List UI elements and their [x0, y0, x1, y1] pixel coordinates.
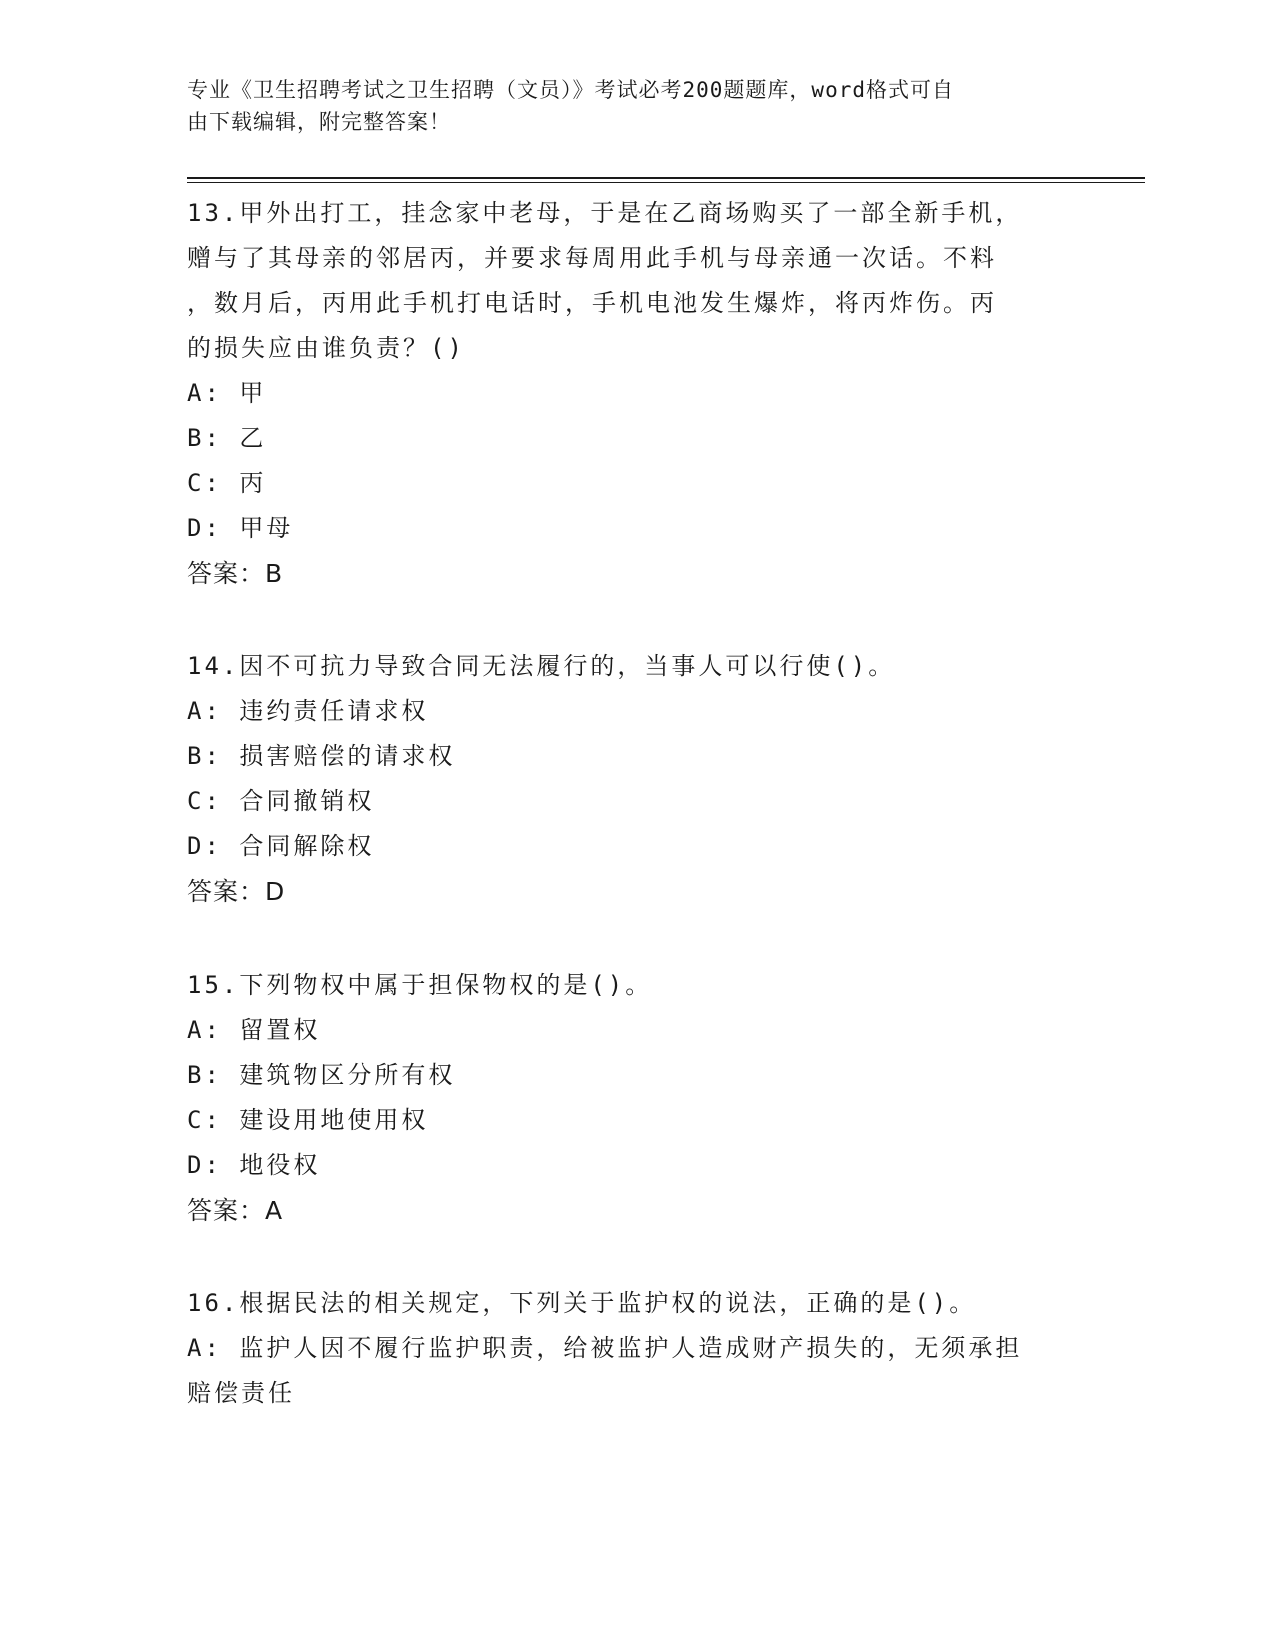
answer-line: 答案：B	[187, 559, 284, 588]
question-stem-line: 16.根据民法的相关规定，下列关于监护权的说法，正确的是()。	[187, 1289, 977, 1317]
option-d: D: 合同解除权	[187, 832, 375, 860]
option-d: D: 甲母	[187, 514, 294, 542]
question-15	[187, 963, 1087, 1233]
question-stem-line: ，数月后，丙用此手机打电话时，手机电池发生爆炸，将丙炸伤。丙	[187, 289, 997, 317]
question-stem-line: 的损失应由谁负责？()	[187, 334, 465, 362]
option-a: A: 留置权	[187, 1016, 321, 1044]
option-a: A: 违约责任请求权	[187, 697, 429, 725]
question-stem-line: 13.甲外出打工，挂念家中老母，于是在乙商场购买了一部全新手机，	[187, 199, 1023, 227]
option-c: C: 合同撤销权	[187, 787, 375, 815]
option-d: D: 地役权	[187, 1151, 321, 1179]
header-divider-thin	[187, 182, 1145, 183]
answer-line: 答案：D	[187, 877, 286, 906]
option-c: C: 丙	[187, 469, 267, 497]
option-a: A: 监护人因不履行监护职责，给被监护人造成财产损失的，无须承担	[187, 1334, 1023, 1362]
document-header	[187, 74, 1067, 138]
question-stem-line: 15.下列物权中属于担保物权的是()。	[187, 971, 653, 999]
answer-line: 答案：A	[187, 1196, 284, 1225]
option-a: A: 甲	[187, 379, 267, 407]
question-14	[187, 644, 1087, 914]
option-c: C: 建设用地使用权	[187, 1106, 429, 1134]
option-b: B: 乙	[187, 424, 267, 452]
question-13	[187, 191, 1087, 596]
header-line-1: 专业《卫生招聘考试之卫生招聘（文员）》考试必考200题题库，word格式可自	[187, 78, 954, 102]
header-line-2: 由下载编辑，附完整答案！	[187, 110, 451, 134]
question-stem-line: 14.因不可抗力导致合同无法履行的，当事人可以行使()。	[187, 652, 896, 680]
header-divider-thick	[187, 177, 1145, 179]
question-16	[187, 1281, 1087, 1416]
option-a-continued: 赔偿责任	[187, 1379, 295, 1407]
option-b: B: 损害赔偿的请求权	[187, 742, 456, 770]
question-stem-line: 赠与了其母亲的邻居丙，并要求每周用此手机与母亲通一次话。不料	[187, 244, 997, 272]
option-b: B: 建筑物区分所有权	[187, 1061, 456, 1089]
